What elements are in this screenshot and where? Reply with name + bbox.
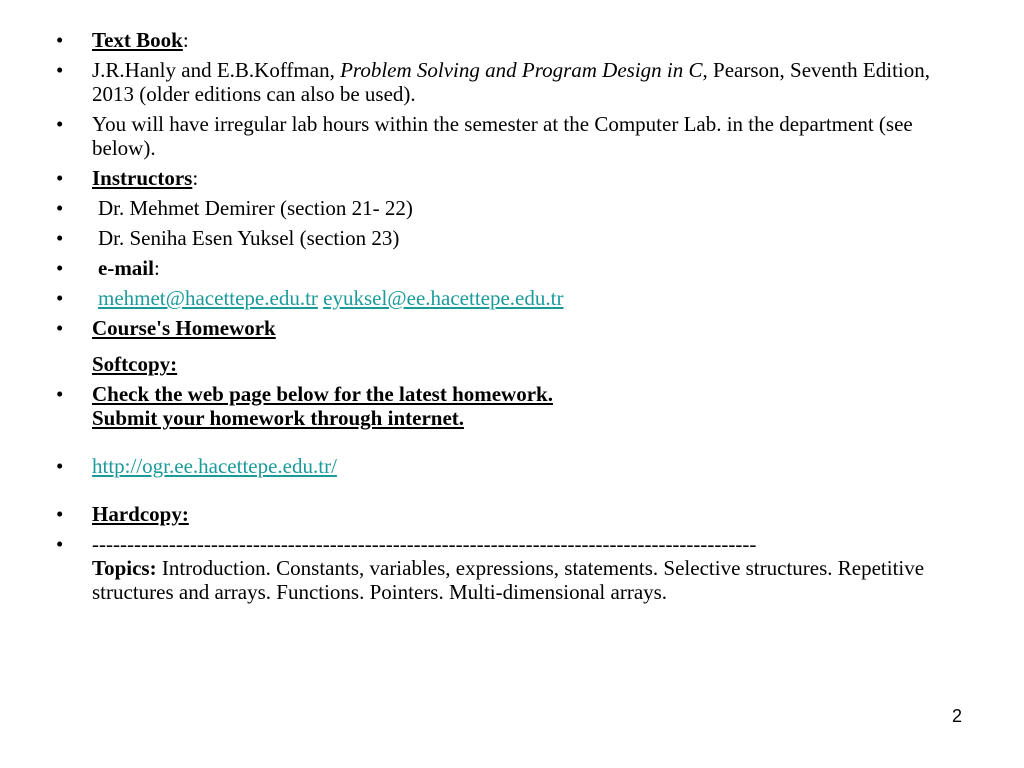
instructor-name: Dr. Seniha Esen Yuksel (section 23) bbox=[98, 226, 400, 250]
email-link-demirer[interactable]: mehmet@hacettepe.edu.tr bbox=[98, 286, 318, 310]
bullet-glyph: • bbox=[56, 316, 64, 340]
instructors-heading: Instructors bbox=[92, 166, 193, 190]
instructor-name: Dr. Mehmet Demirer (section 21- 22) bbox=[98, 196, 413, 220]
reference-title: Problem Solving and Program Design in C bbox=[340, 58, 703, 82]
list-item-email-heading bbox=[56, 256, 956, 280]
list-item-homework-url bbox=[56, 454, 956, 478]
textbook-heading: Text Book bbox=[92, 28, 183, 52]
bullet-glyph: • bbox=[56, 166, 64, 190]
bullet-glyph: • bbox=[56, 286, 64, 310]
bullet-glyph: • bbox=[56, 28, 64, 52]
list-item-instructor bbox=[56, 196, 956, 220]
homework-url-link[interactable]: http://ogr.ee.hacettepe.edu.tr/ bbox=[92, 454, 337, 478]
list-item-instructor bbox=[56, 226, 956, 250]
bullet-glyph: • bbox=[56, 454, 64, 478]
bullet-glyph: • bbox=[56, 112, 64, 136]
bullet-glyph: • bbox=[56, 256, 64, 280]
textbook-heading-suffix: : bbox=[182, 28, 189, 52]
homework-heading: Course's Homework bbox=[92, 316, 276, 340]
list-item-email-addresses bbox=[56, 286, 956, 310]
email-heading-suffix: : bbox=[153, 256, 160, 280]
list-item-textbook-heading bbox=[56, 28, 956, 52]
bullet-glyph: • bbox=[56, 532, 64, 556]
hardcopy-label: Hardcopy: bbox=[92, 502, 189, 526]
reference-details: , Pearson, Seventh Edition, 2013 (older editions can also be used). bbox=[92, 58, 931, 106]
list-item-homework-instructions bbox=[56, 382, 956, 430]
lab-note: You will have irregular lab hours within the semester at the Computer Lab. in the department (see below). bbox=[92, 112, 913, 160]
topics-text: Introduction. Constants, variables, expressions, statements. Selective structures. Repetitive structures and arrays. Functions. Pointers. Multi-dimensional arrays. bbox=[92, 556, 925, 604]
email-heading: e-mail bbox=[98, 256, 154, 280]
list-item-homework-heading bbox=[56, 316, 956, 340]
list-item-softcopy bbox=[56, 352, 956, 376]
reference-authors: J.R.Hanly and E.B.Koffman, bbox=[92, 58, 341, 82]
homework-instruction-2: Submit your homework through internet. bbox=[92, 406, 465, 430]
bullet-glyph: • bbox=[56, 58, 64, 82]
list-item-reference bbox=[56, 58, 956, 106]
list-item-lab-note bbox=[56, 112, 956, 160]
instructors-heading-suffix: : bbox=[192, 166, 199, 190]
separator-line: ----------------------------------------------------------------------------------------------- bbox=[92, 532, 757, 556]
list-item-instructors-heading bbox=[56, 166, 956, 190]
bullet-glyph: • bbox=[56, 196, 64, 220]
page-number: 2 bbox=[951, 706, 962, 726]
bullet-glyph: • bbox=[56, 502, 64, 526]
homework-instruction-1: Check the web page below for the latest homework. bbox=[92, 382, 553, 406]
list-item-topics bbox=[56, 532, 956, 604]
topics-label: Topics: bbox=[92, 556, 157, 580]
softcopy-label: Softcopy: bbox=[92, 352, 178, 376]
bullet-glyph: • bbox=[56, 226, 64, 250]
bullet-glyph: • bbox=[56, 382, 64, 406]
list-item-hardcopy bbox=[56, 502, 956, 526]
bullet-list bbox=[56, 28, 956, 610]
email-link-yuksel[interactable]: eyuksel@ee.hacettepe.edu.tr bbox=[323, 286, 564, 310]
